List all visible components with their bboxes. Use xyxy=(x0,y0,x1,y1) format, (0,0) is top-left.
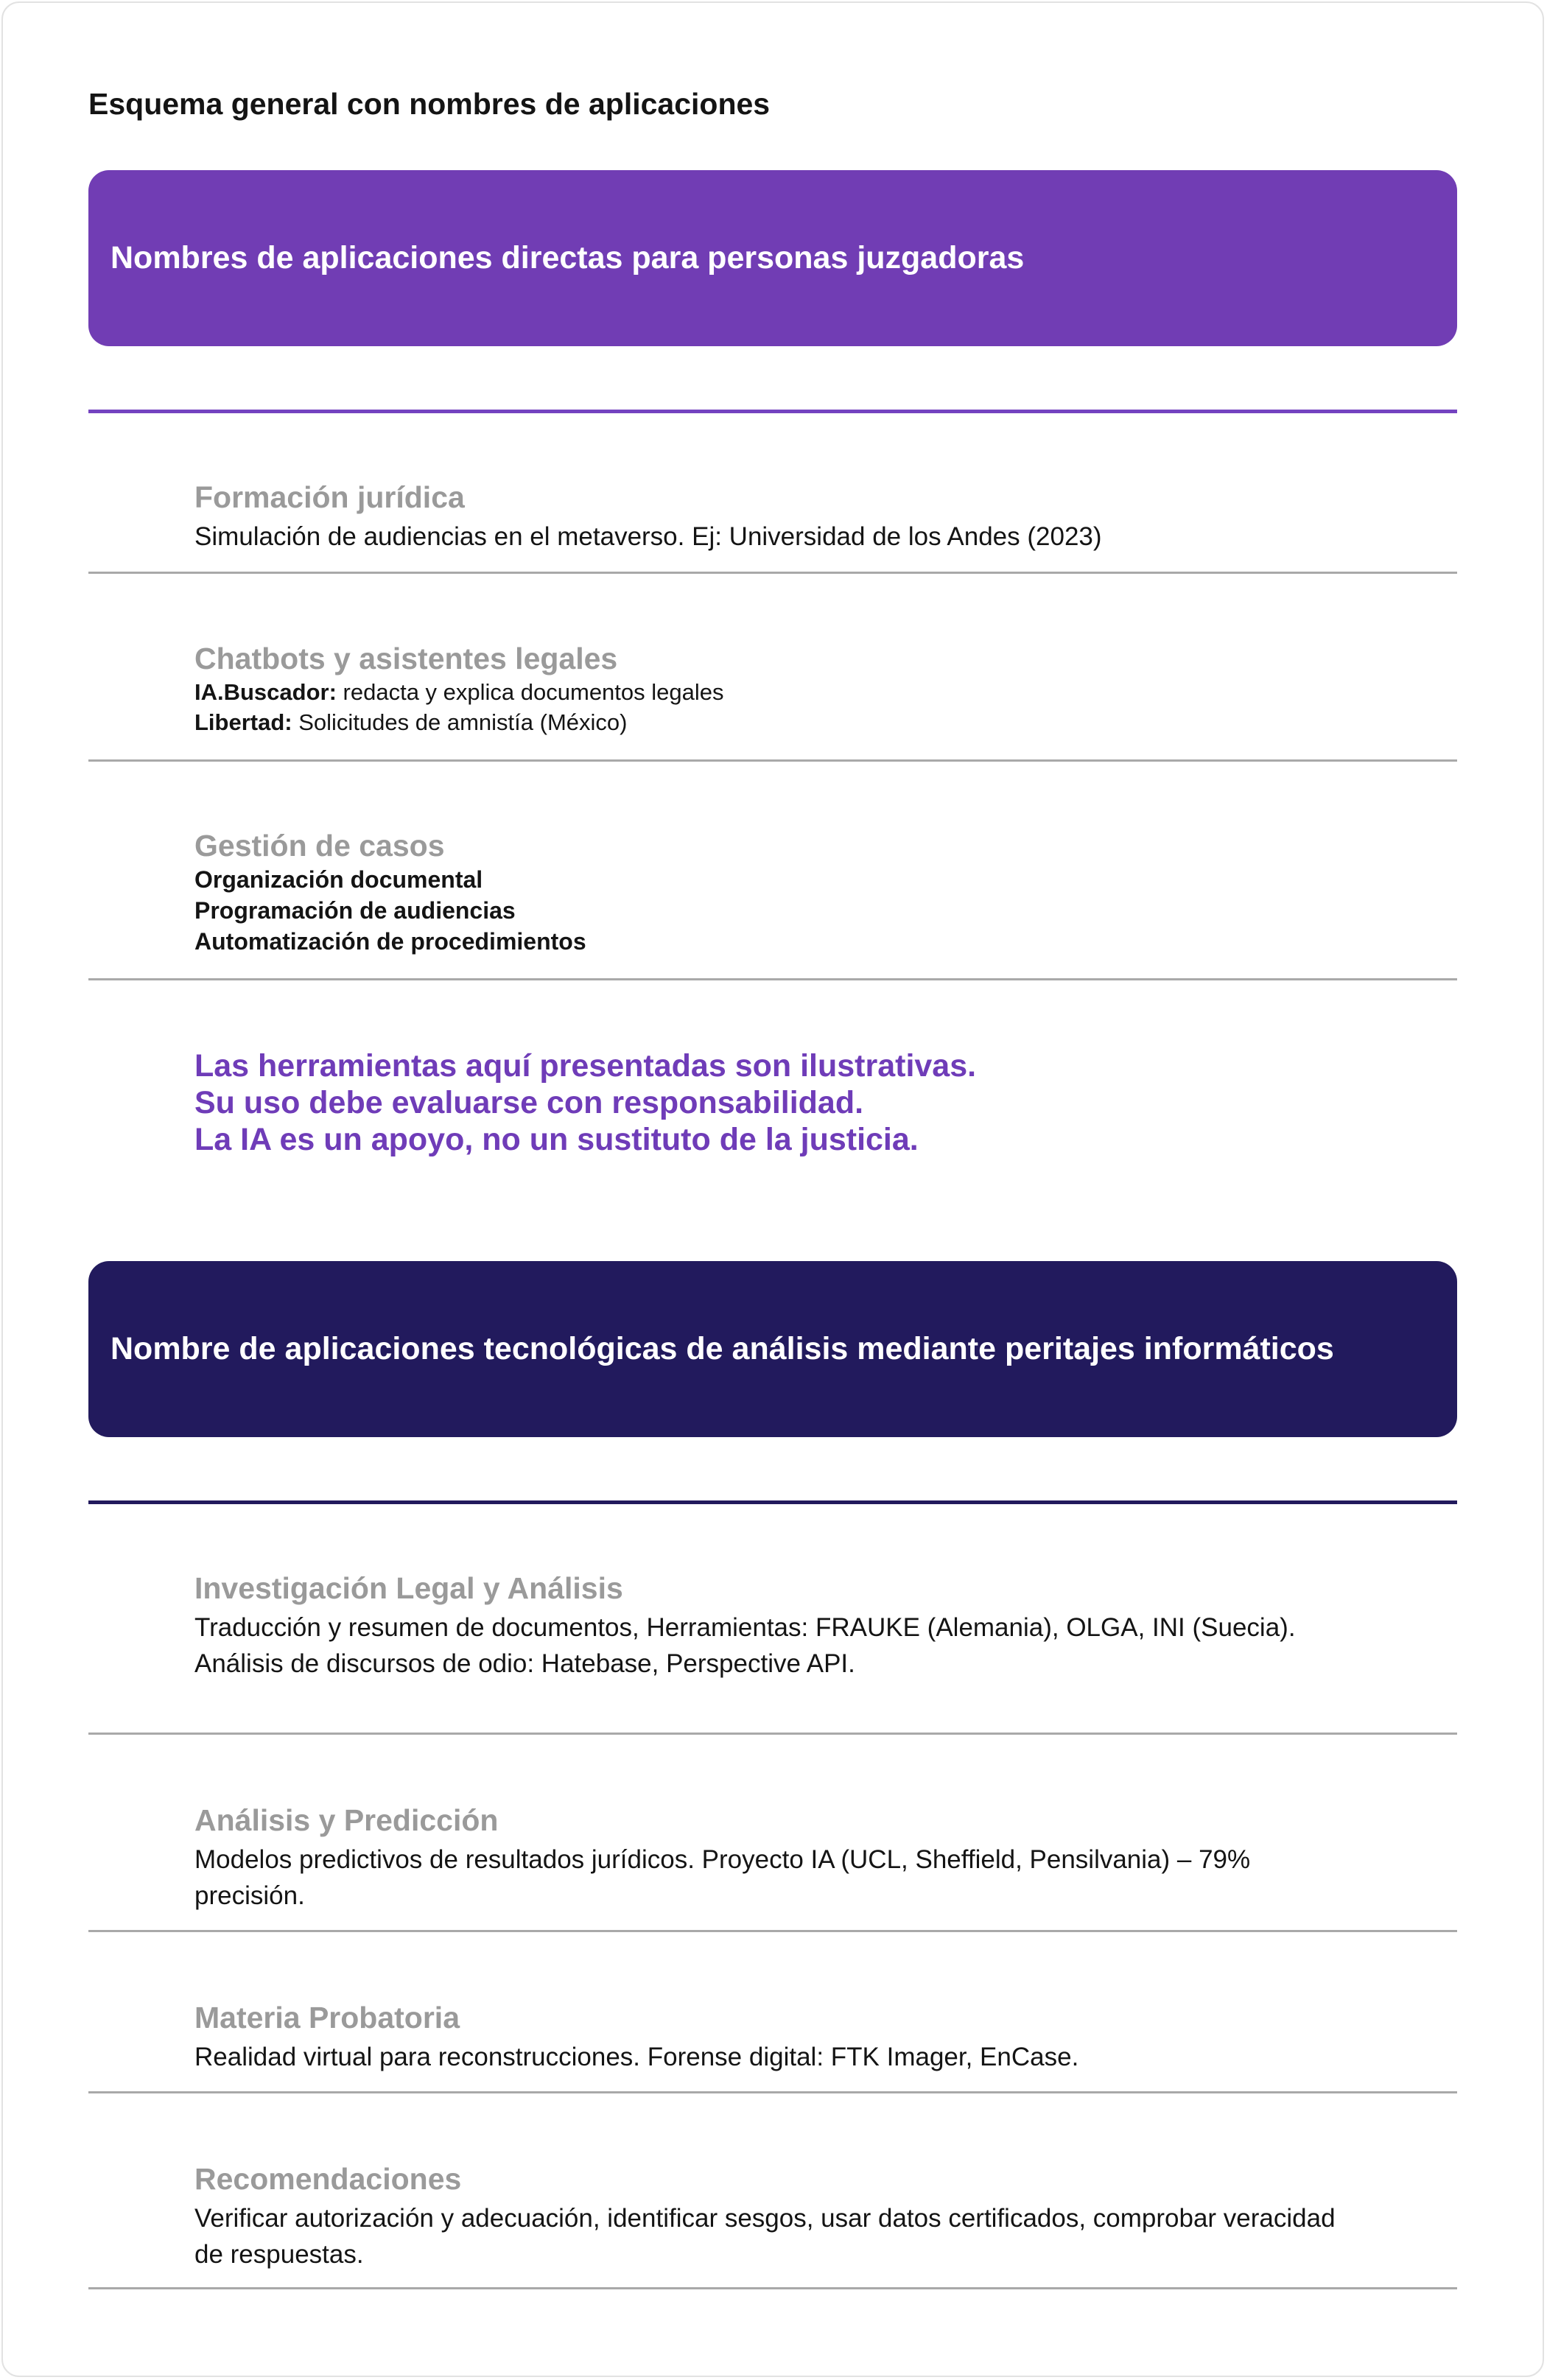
chatbot-item-label: IA.Buscador: xyxy=(194,679,337,705)
section-divider xyxy=(88,1500,1457,1504)
tech-apps-banner-text: Nombre de aplicaciones tecnológicas de análisis mediante peritajes informáticos xyxy=(110,1331,1334,1366)
chatbot-item-text: Solicitudes de amnistía (México) xyxy=(292,709,628,735)
tech-apps-banner xyxy=(88,1261,1457,1437)
chatbot-item xyxy=(194,677,724,707)
section-text-formacion: Simulación de audiencias en el metaverso. Ej: Universidad de los Andes (2023) xyxy=(194,522,1102,551)
divider xyxy=(88,1733,1457,1735)
disclaimer-line: La IA es un apoyo, no un sustituto de la justicia. xyxy=(194,1122,919,1157)
divider xyxy=(88,978,1457,980)
gestion-item: Organización documental xyxy=(194,866,483,893)
disclaimer-line: Su uso debe evaluarse con responsabilidad. xyxy=(194,1085,864,1120)
section-text-prediccion: Modelos predictivos de resultados jurídicos. Proyecto IA (UCL, Sheffield, Pensilvania) – 79% precisión. xyxy=(194,1845,1251,1910)
section-title-recomendaciones: Recomendaciones xyxy=(194,2162,462,2196)
chatbot-item-text: redacta y explica documentos legales xyxy=(336,679,724,705)
section-divider xyxy=(88,410,1457,413)
section-title-investigacion: Investigación Legal y Análisis xyxy=(194,1571,623,1605)
section-text-probatoria: Realidad virtual para reconstrucciones. Forense digital: FTK Imager, EnCase. xyxy=(194,2043,1079,2071)
gestion-item: Programación de audiencias xyxy=(194,897,516,924)
section-title-chatbots: Chatbots y asistentes legales xyxy=(194,642,618,675)
section-title-gestion: Gestión de casos xyxy=(194,829,445,863)
section-title-formacion: Formación jurídica xyxy=(194,480,465,514)
direct-apps-banner-text: Nombres de aplicaciones directas para personas juzgadoras xyxy=(110,240,1025,275)
direct-apps-banner xyxy=(88,170,1457,346)
chatbot-item xyxy=(194,707,627,737)
section-title-probatoria: Materia Probatoria xyxy=(194,2001,460,2035)
disclaimer-line: Las herramientas aquí presentadas son ilustrativas. xyxy=(194,1048,977,1084)
page-title: Esquema general con nombres de aplicaciones xyxy=(88,87,771,121)
divider xyxy=(88,2091,1457,2093)
divider xyxy=(88,759,1457,762)
section-text-investigacion: Traducción y resumen de documentos, Herramientas: FRAUKE (Alemania), OLGA, INI (Suecia). Análisis de discursos de odio: Hatebase, Perspective API. xyxy=(194,1613,1296,1678)
chatbot-item-label: Libertad: xyxy=(194,709,292,735)
divider xyxy=(88,572,1457,574)
section-title-prediccion: Análisis y Predicción xyxy=(194,1803,499,1837)
divider xyxy=(88,2287,1457,2289)
divider xyxy=(88,1930,1457,1932)
gestion-item: Automatización de procedimientos xyxy=(194,928,586,955)
section-text-recomendaciones: Verificar autorización y adecuación, identificar sesgos, usar datos certificados, comprobar veracidad de respuestas. xyxy=(194,2204,1336,2269)
